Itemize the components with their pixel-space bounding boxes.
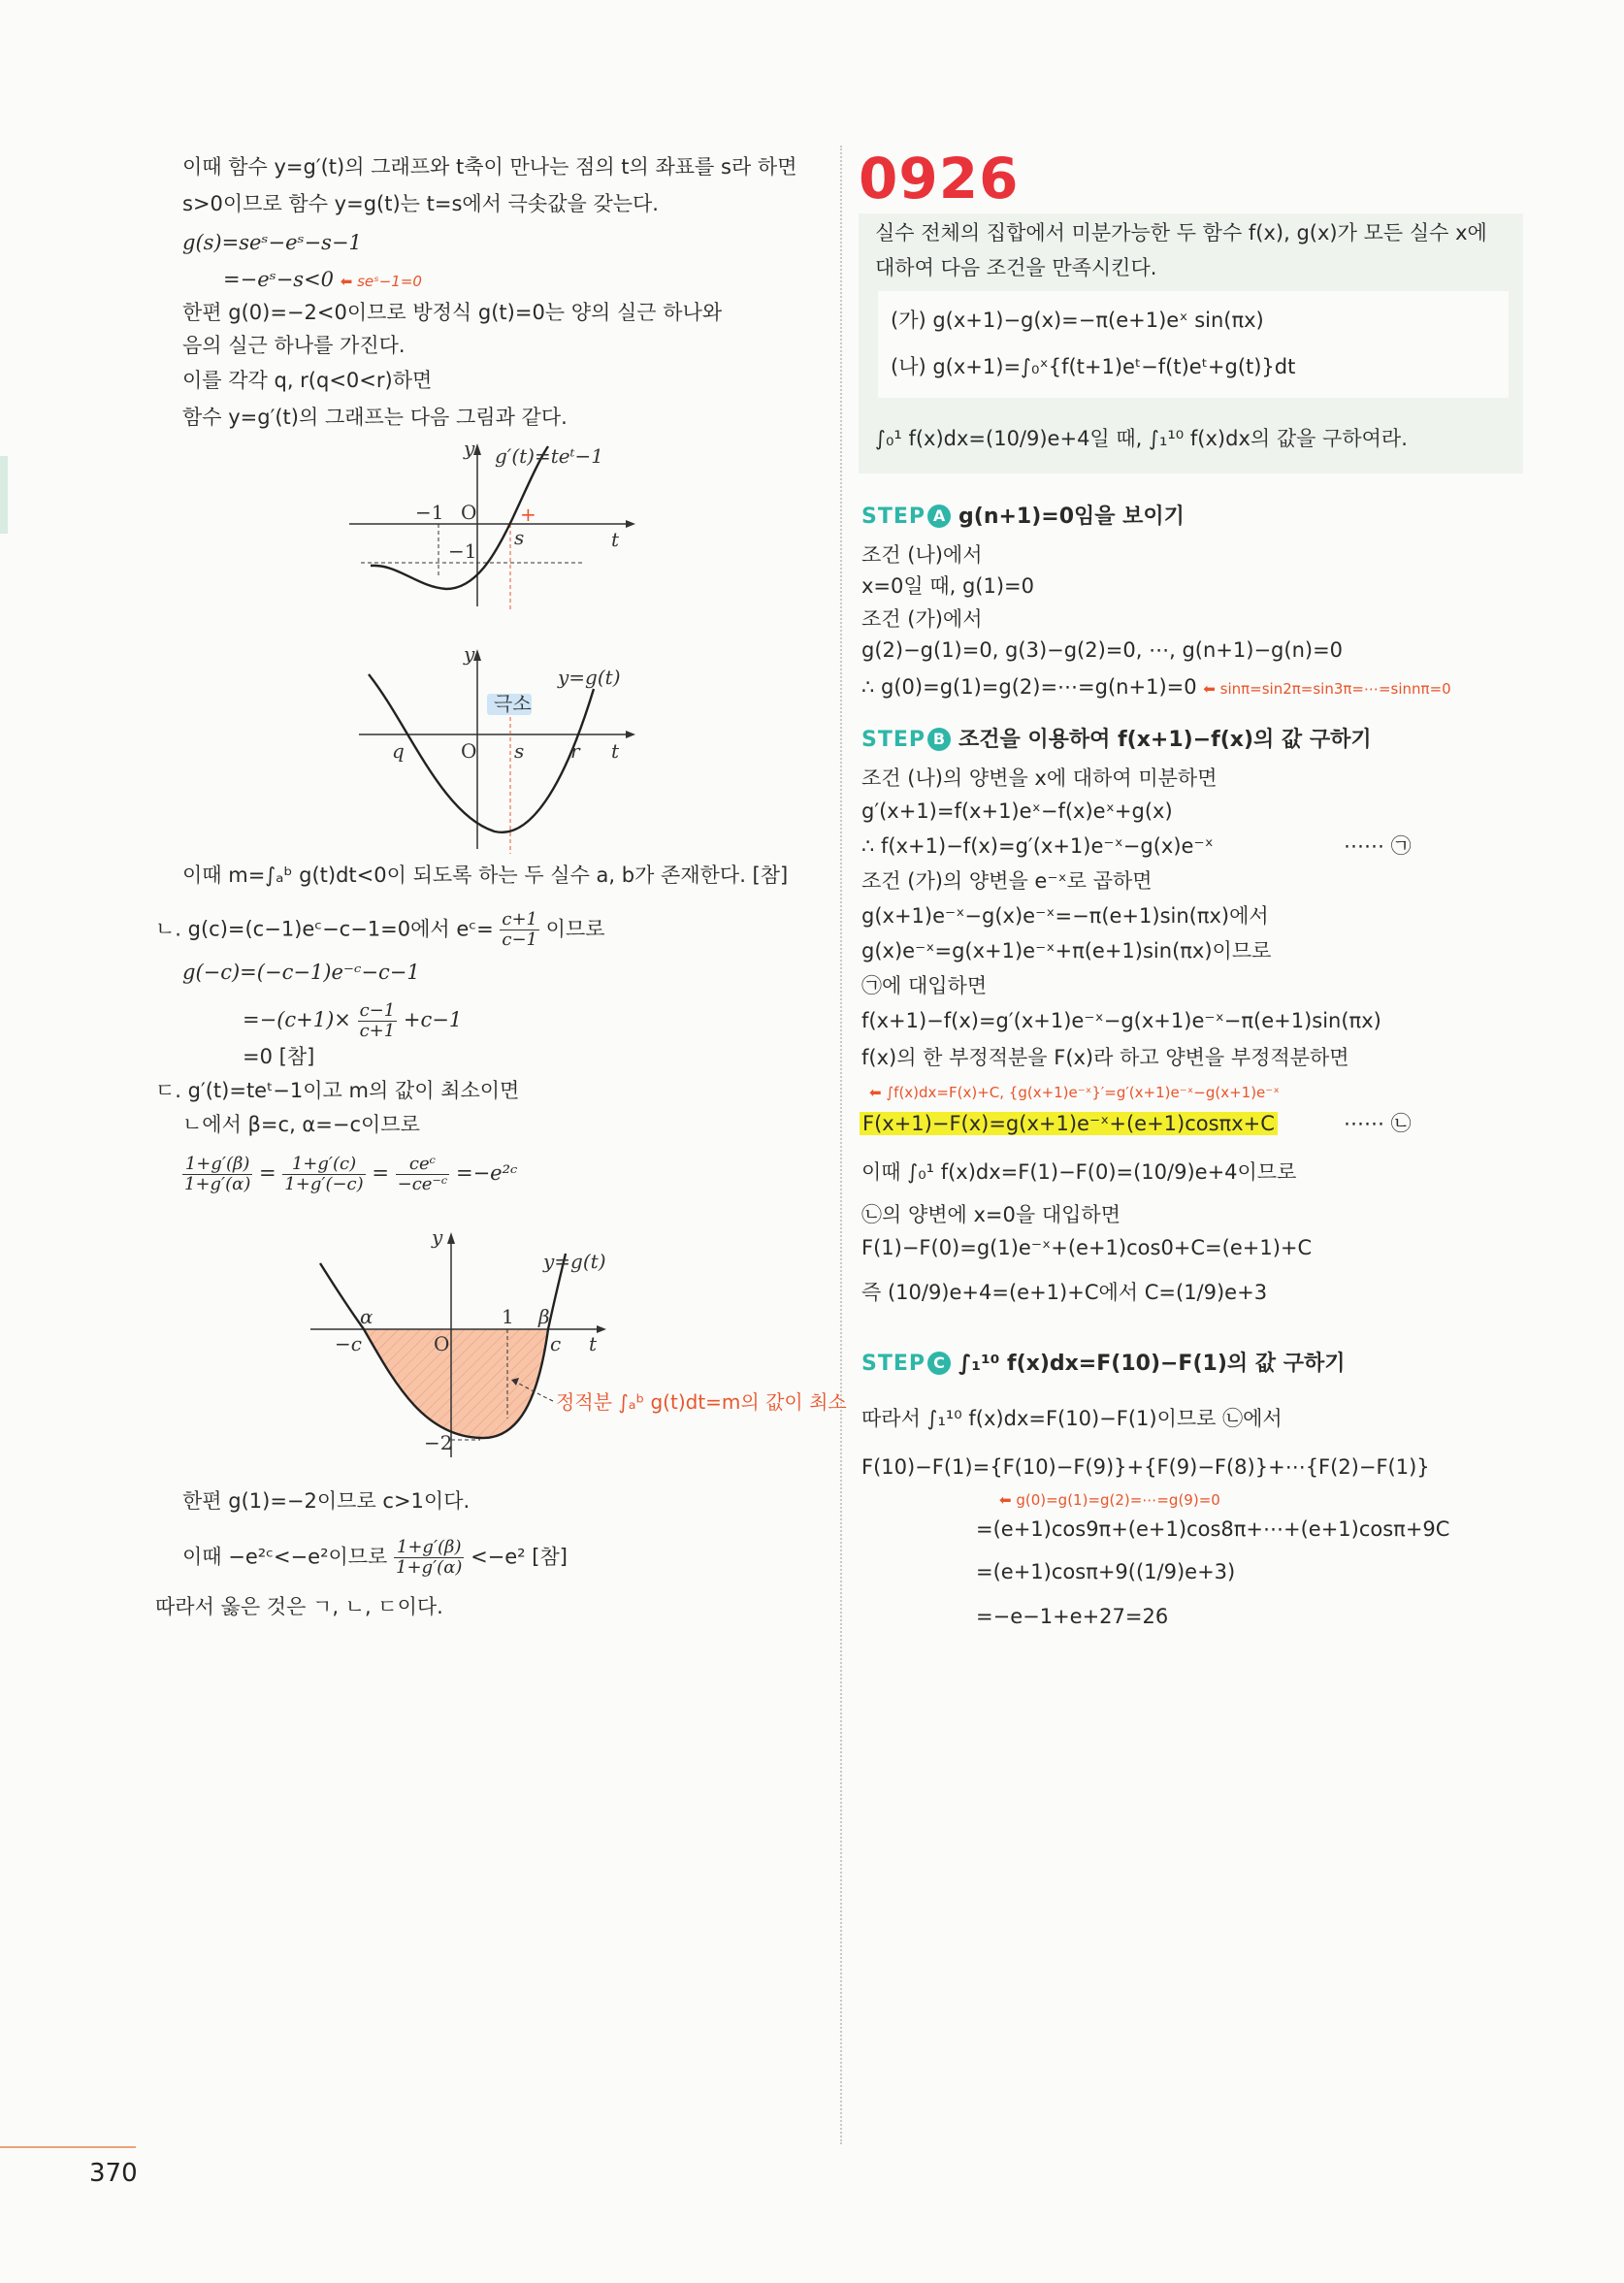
fraction-num: 1+g′(c) [282, 1155, 365, 1175]
fraction-num: c+1 [502, 909, 537, 930]
q-label: q [392, 739, 405, 763]
step-title: g(n+1)=0임을 보이기 [958, 505, 1185, 529]
text-line [155, 910, 605, 950]
step-title: 조건을 이용하여 f(x+1)−f(x)의 값 구하기 [958, 728, 1372, 752]
page-number: 370 [89, 2159, 138, 2188]
step-circle: C [927, 1352, 951, 1375]
fraction [282, 1155, 365, 1194]
annotation: ⬅ sinπ=sin2π=sin3π=⋯=sinnπ=0 [1203, 680, 1451, 698]
s-label: s [514, 739, 525, 763]
math-line: $\frac{1+g'(\beta)}{1+g'(\alpha)}$ = $\frac{1+g'(c)}{1+g'(-c)}$ = $\frac{\text{ceᶜ}}{\text{−ce⁻ᶜ}}$ =−e²ᶜ [184, 1154, 518, 1194]
condition-a: (가) g(x+1)−g(x)=−π(e+1)eˣ sin(πx) [891, 309, 1264, 332]
curve-label: y=g(t) [558, 666, 621, 689]
text: <−e² [참] [471, 1545, 568, 1569]
t-axis-arrow [626, 520, 635, 528]
alpha-label: α [360, 1305, 374, 1328]
text-line [861, 673, 1451, 702]
text-line: 음의 실근 하나를 가진다. [182, 334, 406, 357]
equation-marker: ⋯⋯ ㉡ [1344, 1112, 1412, 1135]
step-circle: A [927, 505, 951, 528]
text-line: 따라서 옳은 것은 ㄱ, ㄴ, ㄷ이다. [155, 1595, 443, 1618]
y-axis-label: y [464, 437, 475, 460]
text-line: =0 [참] [243, 1045, 315, 1068]
r-label: r [570, 739, 580, 763]
neg-c-label: −c [335, 1332, 362, 1355]
origin-label: O [461, 739, 477, 763]
text-line: s>0이므로 함수 y=g(t)는 t=s에서 극솟값을 갖는다. [182, 192, 659, 215]
fraction-den: c−1 [502, 930, 537, 950]
curve-label: y=g(t) [543, 1250, 606, 1273]
text-line: F(1)−F(0)=g(1)e⁻ˣ+(e+1)cos0+C=(e+1)+C [861, 1236, 1313, 1259]
fraction-num: 1+g′(β) [182, 1155, 252, 1175]
graph-g [349, 642, 640, 854]
fraction [500, 910, 539, 950]
t-axis-label: t [589, 1332, 598, 1355]
neg-two-label: −2 [424, 1431, 453, 1454]
text-line: ㄷ. g′(t)=teᵗ−1이고 m의 값이 최소이면 [155, 1079, 520, 1102]
problem-question: ∫₀¹ f(x)dx=(10/9)e+4일 때, ∫₁¹⁰ f(x)dx의 값을 구하여라. [875, 427, 1408, 450]
text: ㄴ. g(c)=(c−1)eᶜ−c−1=0에서 eᶜ= [155, 917, 494, 941]
fraction-den: −ce⁻ᶜ [397, 1174, 448, 1194]
text-line: g(2)−g(1)=0, g(3)−g(2)=0, ⋯, g(n+1)−g(n)=0 [861, 638, 1344, 662]
text-line: 이때 ∫₀¹ f(x)dx=F(1)−F(0)=(10/9)e+4이므로 [861, 1160, 1297, 1184]
t-axis-label: t [611, 528, 620, 551]
annotation: ⬅ g(0)=g(1)=g(2)=⋯=g(9)=0 [999, 1491, 1220, 1509]
text: ∴ g(0)=g(1)=g(2)=⋯=g(n+1)=0 [861, 675, 1197, 699]
shaded-region [364, 1329, 548, 1438]
text-line: F(10)−F(1)={F(10)−F(9)}+{F(9)−F(8)}+⋯{F(2)−F(1)} [861, 1455, 1430, 1479]
y-axis-label: y [432, 1225, 443, 1249]
fraction-num: 1+g′(β) [394, 1538, 464, 1558]
text-line: f(x)의 한 부정적분을 F(x)라 하고 양변을 부정적분하면 [861, 1046, 1349, 1069]
fraction-den: c+1 [359, 1021, 396, 1041]
text-line [182, 1538, 568, 1578]
annotation: ⬅ ∫f(x)dx=F(x)+C, {g(x+1)e⁻ˣ}′=g′(x+1)e⁻ˣ−g(x+1)e⁻ˣ [869, 1084, 1280, 1101]
fraction-den: 1+g′(α) [396, 1557, 463, 1578]
math-text: +c−1 [403, 1008, 463, 1031]
side-tab [0, 456, 8, 534]
t-axis-arrow [597, 1325, 606, 1333]
text-line: 즉 (10/9)e+4=(e+1)+C에서 C=(1/9)e+3 [861, 1281, 1268, 1304]
origin-label: O [461, 501, 477, 524]
fraction [396, 1155, 450, 1194]
text-line: 조건 (가)의 양변을 e⁻ˣ로 곱하면 [861, 869, 1153, 893]
graph-area [306, 1224, 847, 1467]
step-tag: STEP [861, 505, 926, 529]
text-line: 함수 y=g′(t)의 그래프는 다음 그림과 같다. [182, 406, 568, 429]
text-line: =−e−1+e+27=26 [976, 1605, 1169, 1628]
highlighted-line [860, 1110, 1278, 1137]
text-line: x=0일 때, g(1)=0 [861, 574, 1035, 598]
math-text: =−eˢ−s<0 [223, 268, 335, 291]
text-line: g′(x+1)=f(x+1)eˣ−f(x)eˣ+g(x) [861, 799, 1173, 823]
text-line: 조건 (나)에서 [861, 543, 983, 567]
math-line: g(s)=seˢ−eˢ−s−1 [182, 231, 362, 254]
column-divider [840, 146, 842, 2144]
text-line: ㄴ에서 β=c, α=−c이므로 [182, 1113, 420, 1136]
plus-sign: + [520, 503, 536, 526]
t-axis-arrow [626, 731, 635, 738]
step-b-heading [861, 723, 1372, 753]
problem-statement: 대하여 다음 조건을 만족시킨다. [875, 256, 1157, 279]
text-line: ㉠에 대입하면 [861, 974, 988, 997]
text-line: 이때 함수 y=g′(t)의 그래프와 t축이 만나는 점의 t의 좌표를 s라 하면 [182, 155, 797, 179]
fraction-den: 1+g′(−c) [284, 1174, 364, 1194]
problem-statement: 실수 전체의 집합에서 미분가능한 두 함수 f(x), g(x)가 모든 실수 x에 [875, 221, 1487, 245]
math-text: =−e²ᶜ [455, 1161, 518, 1185]
step-c-heading [861, 1347, 1345, 1377]
curve-label: g′(t)=teᵗ−1 [495, 444, 604, 468]
text-line: ㉡의 양변에 x=0을 대입하면 [861, 1203, 1121, 1226]
text-line: =(e+1)cos9π+(e+1)cos8π+⋯+(e+1)cosπ+9C [976, 1517, 1450, 1541]
graph-derivative [349, 437, 640, 611]
one-label: 1 [502, 1305, 514, 1328]
step-tag: STEP [861, 1352, 926, 1376]
t-axis-label: t [611, 739, 620, 763]
annotation-text: sinπ=sin2π=sin3π=⋯=sinnπ=0 [1219, 680, 1451, 698]
neg-one-y: −1 [448, 539, 477, 563]
text-line: 이를 각각 q, r(q<0<r)하면 [182, 369, 433, 392]
fraction [358, 1001, 398, 1041]
callout-text: 정적분 ∫ₐᵇ g(t)dt=m의 값이 최소 [556, 1390, 847, 1414]
text-line: 조건 (나)의 양변을 x에 대하여 미분하면 [861, 766, 1218, 790]
math-line [223, 266, 422, 295]
footer-rule [0, 2146, 136, 2148]
equation-marker: ⋯⋯ ㉠ [1344, 834, 1412, 858]
fraction-num: c−1 [359, 1000, 396, 1021]
fraction-num: ceᶜ [396, 1155, 450, 1175]
neg-one-x: −1 [415, 501, 444, 524]
text-line: f(x+1)−f(x)=g′(x+1)e⁻ˣ−g(x+1)e⁻ˣ−π(e+1)sin(πx) [861, 1009, 1381, 1032]
fraction [182, 1155, 252, 1194]
step-title: ∫₁¹⁰ f(x)dx=F(10)−F(1)의 값 구하기 [958, 1352, 1346, 1376]
step-tag: STEP [861, 728, 926, 752]
text: 이때 −e²ᶜ<−e²이므로 [182, 1545, 388, 1569]
math-line [243, 1001, 462, 1041]
text-line: g(x+1)e⁻ˣ−g(x)e⁻ˣ=−π(e+1)sin(πx)에서 [861, 904, 1269, 928]
text-line: ∴ f(x+1)−f(x)=g′(x+1)e⁻ˣ−g(x)e⁻ˣ [861, 834, 1214, 858]
annotation: ⬅ sеˢ−1=0 [340, 273, 422, 290]
text-line: 따라서 ∫₁¹⁰ f(x)dx=F(10)−F(1)이므로 ㉡에서 [861, 1407, 1283, 1430]
y-axis-label: y [464, 642, 475, 666]
fraction [394, 1538, 464, 1578]
text-line: 이때 m=∫ₐᵇ g(t)dt<0이 되도록 하는 두 실수 a, b가 존재한다. [참] [182, 864, 789, 887]
beta-label: β [538, 1305, 550, 1328]
problem-number: 0926 [859, 146, 1020, 212]
fraction-den: 1+g′(α) [184, 1174, 251, 1194]
math-text: =−(c+1)× [243, 1008, 351, 1031]
origin-label: O [434, 1332, 450, 1355]
text: 이므로 [545, 917, 605, 941]
text-line: g(x)e⁻ˣ=g(x+1)e⁻ˣ+π(e+1)sin(πx)이므로 [861, 939, 1272, 962]
text-line: 한편 g(1)=−2이므로 c>1이다. [182, 1489, 471, 1513]
c-label: c [550, 1332, 562, 1355]
annotation-text: ∫f(x)dx=F(x)+C, {g(x+1)e⁻ˣ}′=g′(x+1)e⁻ˣ−g(x+1)e⁻ˣ [886, 1084, 1280, 1101]
math-line: g(−c)=(−c−1)e⁻ᶜ−c−1 [182, 961, 420, 984]
step-circle: B [927, 728, 951, 751]
highlight: F(x+1)−F(x)=g(x+1)e⁻ˣ+(e+1)cosπx+C [860, 1112, 1278, 1135]
min-badge: 극소 [494, 692, 532, 715]
text-line: =(e+1)cosπ+9((1/9)e+3) [976, 1560, 1236, 1583]
text-line: 한편 g(0)=−2<0이므로 방정식 g(t)=0는 양의 실근 하나와 [182, 301, 723, 324]
annotation-text: g(0)=g(1)=g(2)=⋯=g(9)=0 [1016, 1491, 1220, 1509]
text-line: 조건 (가)에서 [861, 607, 983, 631]
step-a-heading [861, 500, 1185, 530]
annotation-text: sеˢ−1=0 [357, 273, 422, 290]
s-label: s [514, 526, 525, 549]
y-axis-arrow [447, 1232, 455, 1244]
condition-b: (나) g(x+1)=∫₀ˣ{f(t+1)eᵗ−f(t)eᵗ+g(t)}dt [891, 355, 1296, 378]
